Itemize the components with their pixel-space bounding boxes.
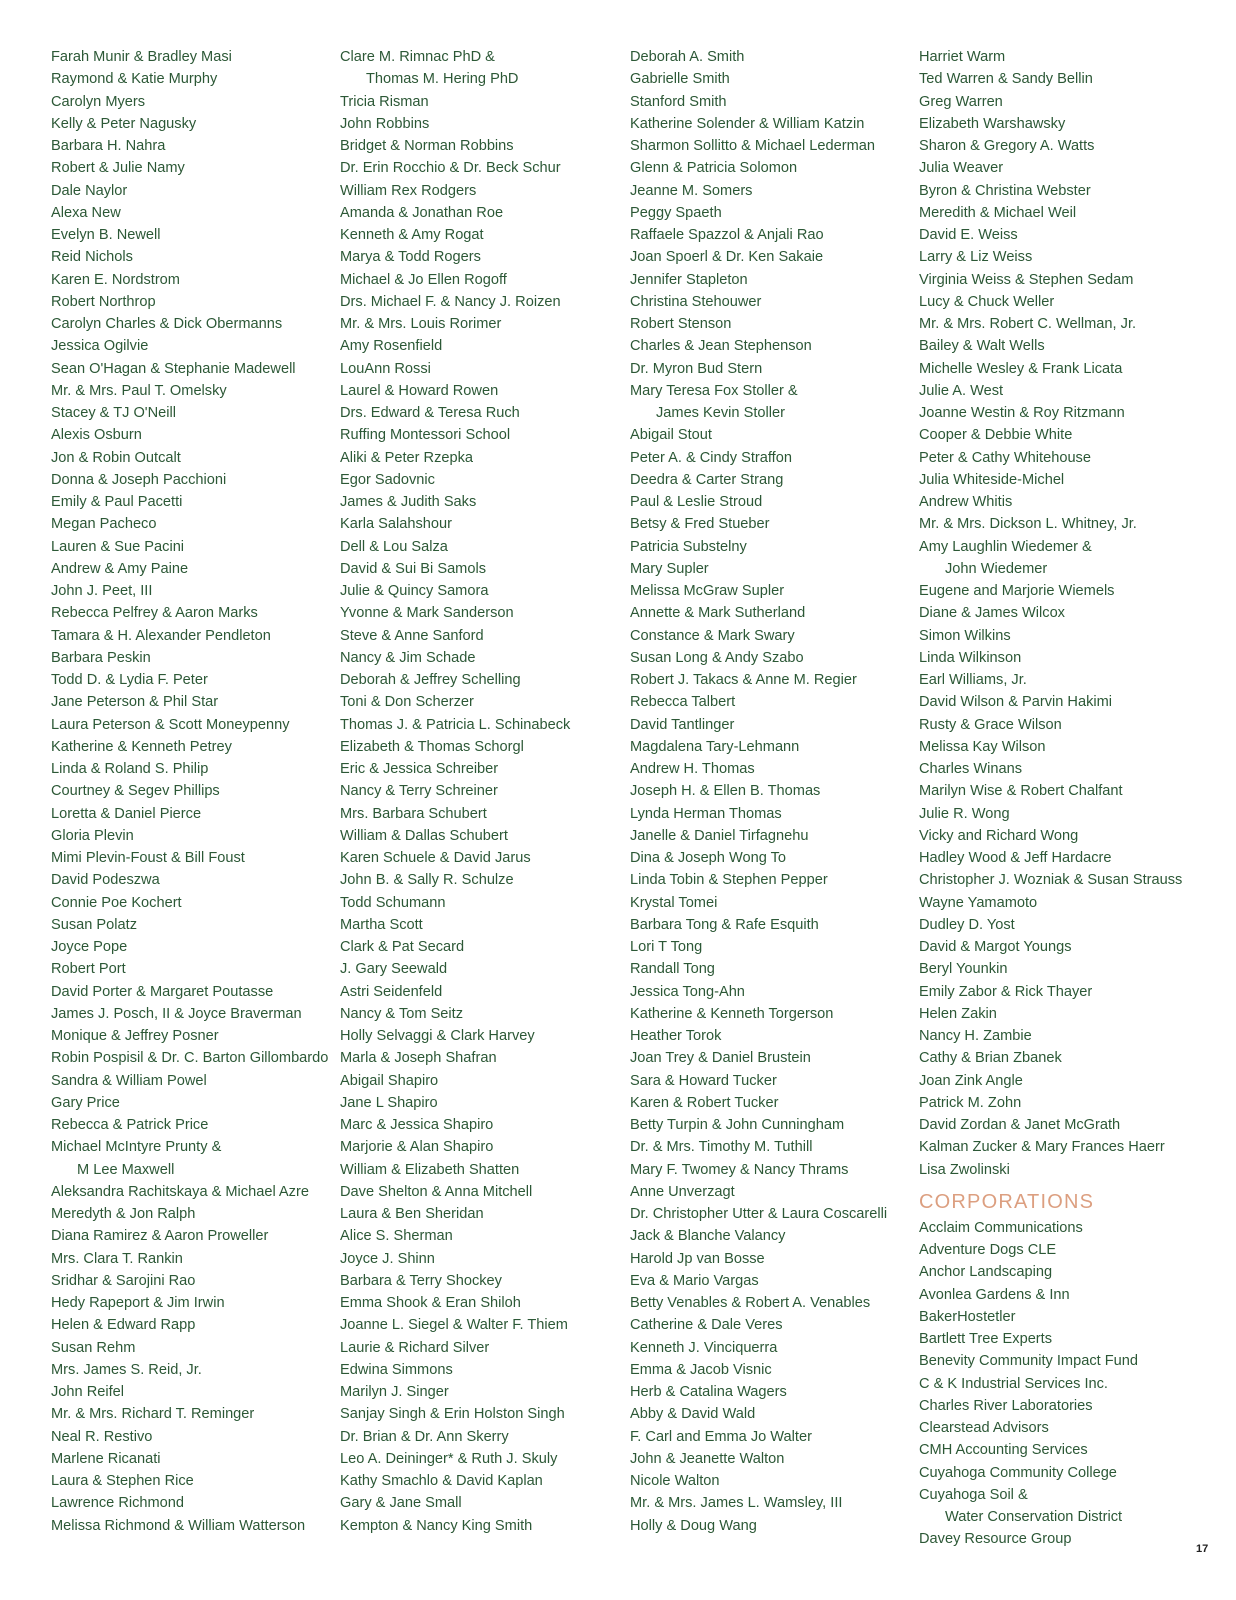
donor-name: Beryl Younkin	[919, 961, 1008, 978]
donor-name: Mimi Plevin-Foust & Bill Foust	[51, 850, 245, 866]
donor-name: Susan Rehm	[51, 1339, 136, 1356]
donor-name: Mr. & Mrs. Robert C. Wellman, Jr.	[919, 316, 1137, 332]
donor-name: Cooper & Debbie White	[919, 427, 1073, 444]
donor-name: Deborah & Jeffrey Schelling	[340, 672, 521, 688]
donor-name: Diana Ramirez & Aaron Proweller	[51, 1228, 269, 1245]
donor-name: Kelly & Peter Nagusky	[51, 115, 197, 132]
donor-name: Mrs. James S. Reid, Jr.	[51, 1361, 202, 1378]
donor-name: Lawrence Richmond	[51, 1495, 185, 1512]
donor-name: Greg Warren	[919, 93, 1003, 110]
donor-name: Sandra & William Powel	[51, 1072, 207, 1089]
page-number: 17	[1196, 1543, 1209, 1555]
donor-name: Betsy & Fred Stueber	[630, 516, 770, 533]
donor-name: John & Jeanette Walton	[630, 1450, 785, 1467]
donor-name: Melissa McGraw Supler	[630, 583, 785, 599]
corporation-name: BakerHostetler	[919, 1308, 1016, 1325]
donor-name: Drs. Michael F. & Nancy J. Roizen	[340, 293, 561, 310]
donor-name: Kenneth & Amy Rogat	[340, 227, 484, 243]
donor-name: Melissa Kay Wilson	[919, 738, 1046, 755]
donor-name: James & Judith Saks	[340, 494, 477, 510]
donor-name: Julia Whiteside-Michel	[919, 471, 1065, 488]
donor-name: Paul & Leslie Stroud	[630, 494, 763, 510]
donor-name: Marilyn Wise & Robert Chalfant	[919, 783, 1123, 800]
donor-name: Gabrielle Smith	[630, 71, 730, 88]
donor-name: Abigail Shapiro	[340, 1072, 439, 1089]
donor-name: Ted Warren & Sandy Bellin	[919, 71, 1093, 88]
donor-name: Laurel & Howard Rowen	[340, 382, 499, 399]
donor-column-3	[630, 46, 906, 1537]
corporation-name: Avonlea Gardens & Inn	[919, 1286, 1070, 1303]
donor-name: Gary & Jane Small	[340, 1495, 462, 1512]
donor-name: Byron & Christina Webster	[919, 182, 1091, 199]
donor-name: Rebecca Talbert	[630, 694, 736, 711]
donor-name: Gloria Plevin	[51, 827, 134, 844]
donor-name: Julia Weaver	[919, 160, 1004, 177]
donor-name: Deedra & Carter Strang	[630, 471, 784, 488]
donor-name: Constance & Mark Swary	[630, 627, 795, 644]
donor-name: Simon Wilkins	[919, 627, 1011, 644]
donor-name: Astri Seidenfeld	[340, 983, 443, 1000]
donor-name: Sanjay Singh & Erin Holston Singh	[340, 1406, 565, 1423]
donor-name: Eugene and Marjorie Wiemels	[919, 583, 1115, 599]
donor-name: Jeanne M. Somers	[630, 182, 753, 199]
donor-name: Todd Schumann	[340, 894, 446, 911]
donor-name: William & Elizabeth Shatten	[340, 1161, 520, 1178]
donor-name: Emma Shook & Eran Shiloh	[340, 1295, 521, 1311]
donor-name: Linda Wilkinson	[919, 649, 1022, 666]
donor-name: Harold Jp van Bosse	[630, 1250, 765, 1267]
donor-name: Larry & Liz Weiss	[919, 249, 1033, 266]
donor-name: John Reifel	[51, 1384, 125, 1400]
corporation-name: Clearstead Advisors	[919, 1420, 1049, 1436]
donor-name: Deborah A. Smith	[630, 49, 745, 65]
donor-name: Dr. & Mrs. Timothy M. Tuthill	[630, 1139, 813, 1156]
donor-name: David Wilson & Parvin Hakimi	[919, 694, 1113, 711]
donor-name: Robert Stenson	[630, 316, 732, 332]
donor-name: Edwina Simmons	[340, 1361, 453, 1378]
donor-name: Betty Venables & Robert A. Venables	[630, 1295, 871, 1311]
donor-name: Peter A. & Cindy Straffon	[630, 449, 792, 466]
donor-name: Nancy & Jim Schade	[340, 649, 476, 666]
corporation-name: Davey Resource Group	[919, 1531, 1072, 1548]
donor-name: Sharon & Gregory A. Watts	[919, 138, 1095, 154]
donor-name: Tamara & H. Alexander Pendleton	[51, 627, 271, 644]
donor-name: Amanda & Jonathan Roe	[340, 204, 504, 221]
donor-name: Patrick M. Zohn	[919, 1094, 1022, 1111]
donor-name: Joanne Westin & Roy Ritzmann	[919, 405, 1125, 421]
donor-name: Laurie & Richard Silver	[340, 1339, 490, 1356]
donor-name: Megan Pacheco	[51, 516, 157, 533]
donor-name: Annette & Mark Sutherland	[630, 605, 806, 622]
donor-name-continuation: M Lee Maxwell	[77, 1161, 175, 1178]
donor-name: Susan Long & Andy Szabo	[630, 649, 804, 666]
donor-name: Earl Williams, Jr.	[919, 672, 1027, 688]
donor-name: Karla Salahshour	[340, 516, 452, 533]
corporation-name-continuation: Water Conservation District	[945, 1509, 1123, 1525]
donor-name: David Zordan & Janet McGrath	[919, 1117, 1121, 1133]
donor-name: Martha Scott	[340, 916, 423, 933]
donor-name: Katherine Solender & William Katzin	[630, 115, 865, 132]
donor-name: Marjorie & Alan Shapiro	[340, 1139, 494, 1156]
donor-name: David Porter & Margaret Poutasse	[51, 983, 274, 1000]
donor-name: Meredith & Michael Weil	[919, 204, 1077, 221]
donor-name: Joanne L. Siegel & Walter F. Thiem	[340, 1317, 568, 1334]
donor-name: Stacey & TJ O'Neill	[51, 405, 176, 421]
donor-name: Robert & Julie Namy	[51, 160, 185, 177]
donor-name: Lisa Zwolinski	[919, 1161, 1010, 1178]
donor-name: Robin Pospisil & Dr. C. Barton Gillombardo	[51, 1050, 329, 1067]
donor-name: Wayne Yamamoto	[919, 894, 1038, 911]
donor-name: Clare M. Rimnac PhD &	[340, 49, 495, 65]
donor-name: Raymond & Katie Murphy	[51, 71, 218, 88]
corporations-heading: CORPORATIONS	[919, 1190, 1095, 1213]
donor-name: Joan Trey & Daniel Brustein	[630, 1050, 811, 1067]
donor-name: Peter & Cathy Whitehouse	[919, 449, 1091, 466]
donor-name: Cathy & Brian Zbanek	[919, 1050, 1062, 1067]
donor-name: Joan Zink Angle	[919, 1072, 1023, 1089]
donor-name: Janelle & Daniel Tirfagnehu	[630, 827, 809, 844]
donor-name: Dr. Myron Bud Stern	[630, 360, 763, 377]
donor-name: Drs. Edward & Teresa Ruch	[340, 405, 520, 421]
donor-name: Andrew Whitis	[919, 494, 1013, 510]
donor-name: Robert Port	[51, 961, 126, 978]
donor-name: LouAnn Rossi	[340, 360, 431, 377]
donor-name: Karen E. Nordstrom	[51, 271, 180, 288]
donor-column-1	[51, 46, 327, 1537]
donor-name: Nancy & Tom Seitz	[340, 1005, 464, 1022]
donor-name: Sridhar & Sarojini Rao	[51, 1272, 196, 1289]
donor-name: Laura & Ben Sheridan	[340, 1206, 484, 1222]
corporation-name: Cuyahoga Community College	[919, 1464, 1117, 1481]
donor-name: Eva & Mario Vargas	[630, 1272, 759, 1289]
donor-name: Nancy & Terry Schreiner	[340, 783, 498, 800]
donor-name: Christina Stehouwer	[630, 293, 762, 310]
donor-name: Eric & Jessica Schreiber	[340, 761, 499, 777]
donor-name: Hadley Wood & Jeff Hardacre	[919, 850, 1112, 866]
donor-name: Alice S. Sherman	[340, 1228, 453, 1245]
donor-name: Connie Poe Kochert	[51, 894, 182, 911]
donor-name: Neal R. Restivo	[51, 1428, 153, 1445]
donor-name: Barbara H. Nahra	[51, 138, 166, 154]
donor-name: John Robbins	[340, 115, 430, 132]
donor-name: Dina & Joseph Wong To	[630, 850, 787, 866]
donor-name: Stanford Smith	[630, 93, 727, 110]
donor-name: Susan Polatz	[51, 916, 137, 933]
donor-name: Mr. & Mrs. James L. Wamsley, III	[630, 1495, 843, 1512]
donor-name: Jack & Blanche Valancy	[630, 1228, 786, 1245]
donor-name: Dudley D. Yost	[919, 916, 1015, 933]
donor-name: Egor Sadovnic	[340, 471, 435, 488]
donor-name: Bridget & Norman Robbins	[340, 138, 514, 154]
donor-name: Bailey & Walt Wells	[919, 338, 1045, 355]
donor-name: Anne Unverzagt	[630, 1183, 735, 1200]
donor-name: Abby & David Wald	[630, 1406, 756, 1423]
donor-name: Mr. & Mrs. Paul T. Omelsky	[51, 382, 227, 399]
donor-name: Joyce Pope	[51, 939, 128, 955]
donor-name: Peggy Spaeth	[630, 204, 722, 221]
donor-name: Clark & Pat Secard	[340, 939, 465, 955]
donor-name: Melissa Richmond & William Watterson	[51, 1517, 306, 1534]
donor-name: Joseph H. & Ellen B. Thomas	[630, 783, 821, 800]
donor-name: Jon & Robin Outcalt	[51, 449, 181, 466]
donor-name: David Podeszwa	[51, 872, 160, 889]
donor-name: Reid Nichols	[51, 249, 133, 266]
donor-name: Joyce J. Shinn	[340, 1250, 435, 1267]
donor-name: Catherine & Dale Veres	[630, 1317, 783, 1334]
donor-name: Thomas J. & Patricia L. Schinabeck	[340, 716, 571, 733]
donor-name: Laura Peterson & Scott Moneypenny	[51, 716, 290, 733]
donor-name: Rebecca Pelfrey & Aaron Marks	[51, 605, 258, 622]
donor-name: Amy Rosenfield	[340, 338, 443, 355]
donor-name: Abigail Stout	[630, 427, 712, 444]
donor-name: Julie A. West	[919, 382, 1004, 399]
donor-name: Dale Naylor	[51, 182, 128, 199]
donor-name: Julie & Quincy Samora	[340, 583, 489, 599]
donor-name: David Tantlinger	[630, 716, 735, 733]
donor-name: Nancy H. Zambie	[919, 1028, 1032, 1044]
donor-name: Jessica Tong-Ahn	[630, 983, 745, 1000]
donor-name: Mrs. Barbara Schubert	[340, 805, 487, 822]
corporation-name: Charles River Laboratories	[919, 1397, 1093, 1414]
donor-name: Linda & Roland S. Philip	[51, 761, 209, 777]
donor-name: Todd D. & Lydia F. Peter	[51, 672, 208, 688]
donor-name: Harriet Warm	[919, 49, 1006, 65]
donor-name: Ruffing Montessori School	[340, 427, 511, 444]
donor-name: Dr. Brian & Dr. Ann Skerry	[340, 1428, 509, 1445]
donor-name: Evelyn B. Newell	[51, 227, 161, 243]
donor-name: F. Carl and Emma Jo Walter	[630, 1428, 812, 1445]
donor-name: Jane Peterson & Phil Star	[51, 694, 219, 711]
donor-name: Christopher J. Wozniak & Susan Strauss	[919, 872, 1183, 889]
donor-name: Leo A. Deininger* & Ruth J. Skuly	[340, 1450, 558, 1467]
donor-name: Magdalena Tary-Lehmann	[630, 738, 800, 755]
corporation-name: Anchor Landscaping	[919, 1264, 1053, 1281]
donor-name: Courtney & Segev Phillips	[51, 783, 220, 800]
donor-name: Holly & Doug Wang	[630, 1517, 757, 1534]
donor-name: Helen Zakin	[919, 1005, 997, 1022]
donor-name: Glenn & Patricia Solomon	[630, 160, 798, 177]
donor-name: Amy Laughlin Wiedemer &	[919, 538, 1092, 555]
donor-name: David & Sui Bi Samols	[340, 560, 486, 577]
donor-name: Marilyn J. Singer	[340, 1384, 449, 1400]
donor-name: Barbara Tong & Rafe Esquith	[630, 916, 819, 933]
donor-name: Heather Torok	[630, 1028, 722, 1044]
donor-list	[919, 46, 1219, 1181]
donor-name: Mr. & Mrs. Richard T. Reminger	[51, 1406, 255, 1423]
donor-name: Katherine & Kenneth Petrey	[51, 738, 232, 755]
donor-name: Barbara & Terry Shockey	[340, 1272, 502, 1289]
corporation-name: C & K Industrial Services Inc.	[919, 1375, 1108, 1392]
donor-name: Charles & Jean Stephenson	[630, 338, 812, 355]
donor-name: J. Gary Seewald	[340, 961, 448, 978]
donor-name: Marc & Jessica Shapiro	[340, 1117, 494, 1133]
donor-name: Toni & Don Scherzer	[340, 694, 474, 711]
donor-name: Charles Winans	[919, 761, 1023, 777]
donor-name: Carolyn Charles & Dick Obermanns	[51, 316, 283, 332]
donor-name: Jessica Ogilvie	[51, 338, 149, 355]
donor-name: Emily Zabor & Rick Thayer	[919, 983, 1093, 1000]
donor-name: Sara & Howard Tucker	[630, 1072, 777, 1089]
donor-name: Randall Tong	[630, 961, 715, 978]
donor-name: John B. & Sally R. Schulze	[340, 872, 514, 889]
donor-name: Marlene Ricanati	[51, 1450, 161, 1467]
donor-name: Mr. & Mrs. Louis Rorimer	[340, 316, 502, 332]
corporation-name: Acclaim Communications	[919, 1219, 1083, 1236]
donor-name: Michelle Wesley & Frank Licata	[919, 360, 1123, 377]
donor-name: John J. Peet, III	[51, 583, 153, 599]
donor-name: Raffaele Spazzol & Anjali Rao	[630, 227, 824, 243]
donor-name: Patricia Substelny	[630, 538, 747, 555]
donor-name: Loretta & Daniel Pierce	[51, 805, 202, 822]
donor-name-continuation: Thomas M. Hering PhD	[366, 71, 519, 88]
donor-name: Michael & Jo Ellen Rogoff	[340, 271, 507, 288]
donor-name: Diane & James Wilcox	[919, 605, 1065, 622]
donor-name: William Rex Rodgers	[340, 182, 477, 199]
corporations-list	[919, 1217, 1219, 1551]
corporation-name: Cuyahoga Soil &	[919, 1486, 1028, 1503]
donor-name-continuation: James Kevin Stoller	[656, 405, 785, 421]
donor-name: Vicky and Richard Wong	[919, 827, 1079, 844]
donor-name: Kempton & Nancy King Smith	[340, 1517, 533, 1534]
donor-name: David E. Weiss	[919, 227, 1018, 243]
donor-name: Dell & Lou Salza	[340, 538, 448, 555]
donor-name: Alexa New	[51, 204, 121, 221]
corporation-name: Benevity Community Impact Fund	[919, 1353, 1138, 1370]
donor-name: Lynda Herman Thomas	[630, 805, 782, 822]
donor-name-continuation: John Wiedemer	[945, 560, 1048, 577]
donor-name: Sean O'Hagan & Stephanie Madewell	[51, 360, 296, 377]
donor-name: Robert J. Takacs & Anne M. Regier	[630, 672, 857, 688]
donor-name: Nicole Walton	[630, 1473, 720, 1489]
donor-name: Emma & Jacob Visnic	[630, 1361, 772, 1378]
donor-name: Marya & Todd Rogers	[340, 249, 481, 266]
donor-name: Dr. Erin Rocchio & Dr. Beck Schur	[340, 160, 561, 177]
donor-name: Julie R. Wong	[919, 805, 1010, 822]
donor-name: James J. Posch, II & Joyce Braverman	[51, 1005, 302, 1022]
donor-name: Linda Tobin & Stephen Pepper	[630, 872, 828, 889]
donor-name: Krystal Tomei	[630, 894, 718, 911]
donor-column-2	[340, 46, 616, 1537]
donor-name: David & Margot Youngs	[919, 939, 1072, 955]
donor-name: Farah Munir & Bradley Masi	[51, 49, 232, 65]
donor-name: Herb & Catalina Wagers	[630, 1384, 787, 1400]
donor-name: Mary Supler	[630, 560, 709, 577]
donor-name: Jane L Shapiro	[340, 1094, 438, 1111]
donor-name: Elizabeth & Thomas Schorgl	[340, 738, 524, 755]
donor-name: Hedy Rapeport & Jim Irwin	[51, 1295, 225, 1311]
donor-name: Tricia Risman	[340, 93, 429, 110]
donor-name: Joan Spoerl & Dr. Ken Sakaie	[630, 249, 824, 266]
donor-name: Kathy Smachlo & David Kaplan	[340, 1473, 543, 1489]
donor-name: Andrew H. Thomas	[630, 761, 755, 777]
donor-name: William & Dallas Schubert	[340, 827, 508, 844]
donor-name: Lauren & Sue Pacini	[51, 538, 185, 555]
donor-name: Meredyth & Jon Ralph	[51, 1206, 196, 1222]
donor-name: Kalman Zucker & Mary Frances Haerr	[919, 1139, 1165, 1156]
donor-name: Helen & Edward Rapp	[51, 1317, 196, 1334]
donor-name: Laura & Stephen Rice	[51, 1473, 194, 1489]
donor-name: Elizabeth Warshawsky	[919, 115, 1066, 132]
donor-name: Virginia Weiss & Stephen Sedam	[919, 271, 1134, 288]
donor-name: Robert Northrop	[51, 293, 156, 310]
corporation-name: Adventure Dogs CLE	[919, 1242, 1057, 1258]
donor-name: Yvonne & Mark Sanderson	[340, 605, 514, 622]
corporation-name: CMH Accounting Services	[919, 1442, 1088, 1459]
donor-name: Michael McIntyre Prunty &	[51, 1139, 222, 1156]
donor-name: Kenneth J. Vinciquerra	[630, 1339, 778, 1356]
donor-name: Emily & Paul Pacetti	[51, 494, 183, 510]
donor-name: Monique & Jeffrey Posner	[51, 1028, 219, 1044]
donor-name: Holly Selvaggi & Clark Harvey	[340, 1028, 535, 1044]
donor-name: Karen & Robert Tucker	[630, 1094, 779, 1111]
donor-name: Katherine & Kenneth Torgerson	[630, 1005, 834, 1022]
donor-name: Andrew & Amy Paine	[51, 560, 189, 577]
donor-name: Lori T Tong	[630, 939, 703, 955]
donor-name: Gary Price	[51, 1094, 120, 1111]
donor-name: Sharmon Sollitto & Michael Lederman	[630, 138, 875, 154]
donor-name: Carolyn Myers	[51, 93, 146, 110]
donor-name: Lucy & Chuck Weller	[919, 293, 1055, 310]
donor-column-4	[919, 46, 1219, 1551]
donor-name: Dave Shelton & Anna Mitchell	[340, 1183, 533, 1200]
donor-name: Donna & Joseph Pacchioni	[51, 471, 227, 488]
donor-name: Karen Schuele & David Jarus	[340, 850, 531, 866]
donor-name: Aleksandra Rachitskaya & Michael Azre	[51, 1183, 309, 1200]
donor-name: Marla & Joseph Shafran	[340, 1050, 497, 1067]
donor-name: Barbara Peskin	[51, 649, 151, 666]
donor-name: Steve & Anne Sanford	[340, 627, 484, 644]
donor-name: Jennifer Stapleton	[630, 271, 748, 288]
corporation-name: Bartlett Tree Experts	[919, 1331, 1053, 1347]
donor-name: Alexis Osburn	[51, 427, 142, 444]
donor-name: Mrs. Clara T. Rankin	[51, 1250, 183, 1267]
donor-name: Mary F. Twomey & Nancy Thrams	[630, 1161, 849, 1178]
donor-name: Mary Teresa Fox Stoller &	[630, 382, 798, 399]
donor-name: Aliki & Peter Rzepka	[340, 449, 474, 466]
donor-name: Mr. & Mrs. Dickson L. Whitney, Jr.	[919, 516, 1137, 533]
donor-name: Dr. Christopher Utter & Laura Coscarelli	[630, 1206, 888, 1222]
donor-name: Betty Turpin & John Cunningham	[630, 1117, 845, 1133]
donor-name: Rebecca & Patrick Price	[51, 1117, 209, 1133]
donor-name: Rusty & Grace Wilson	[919, 716, 1062, 733]
